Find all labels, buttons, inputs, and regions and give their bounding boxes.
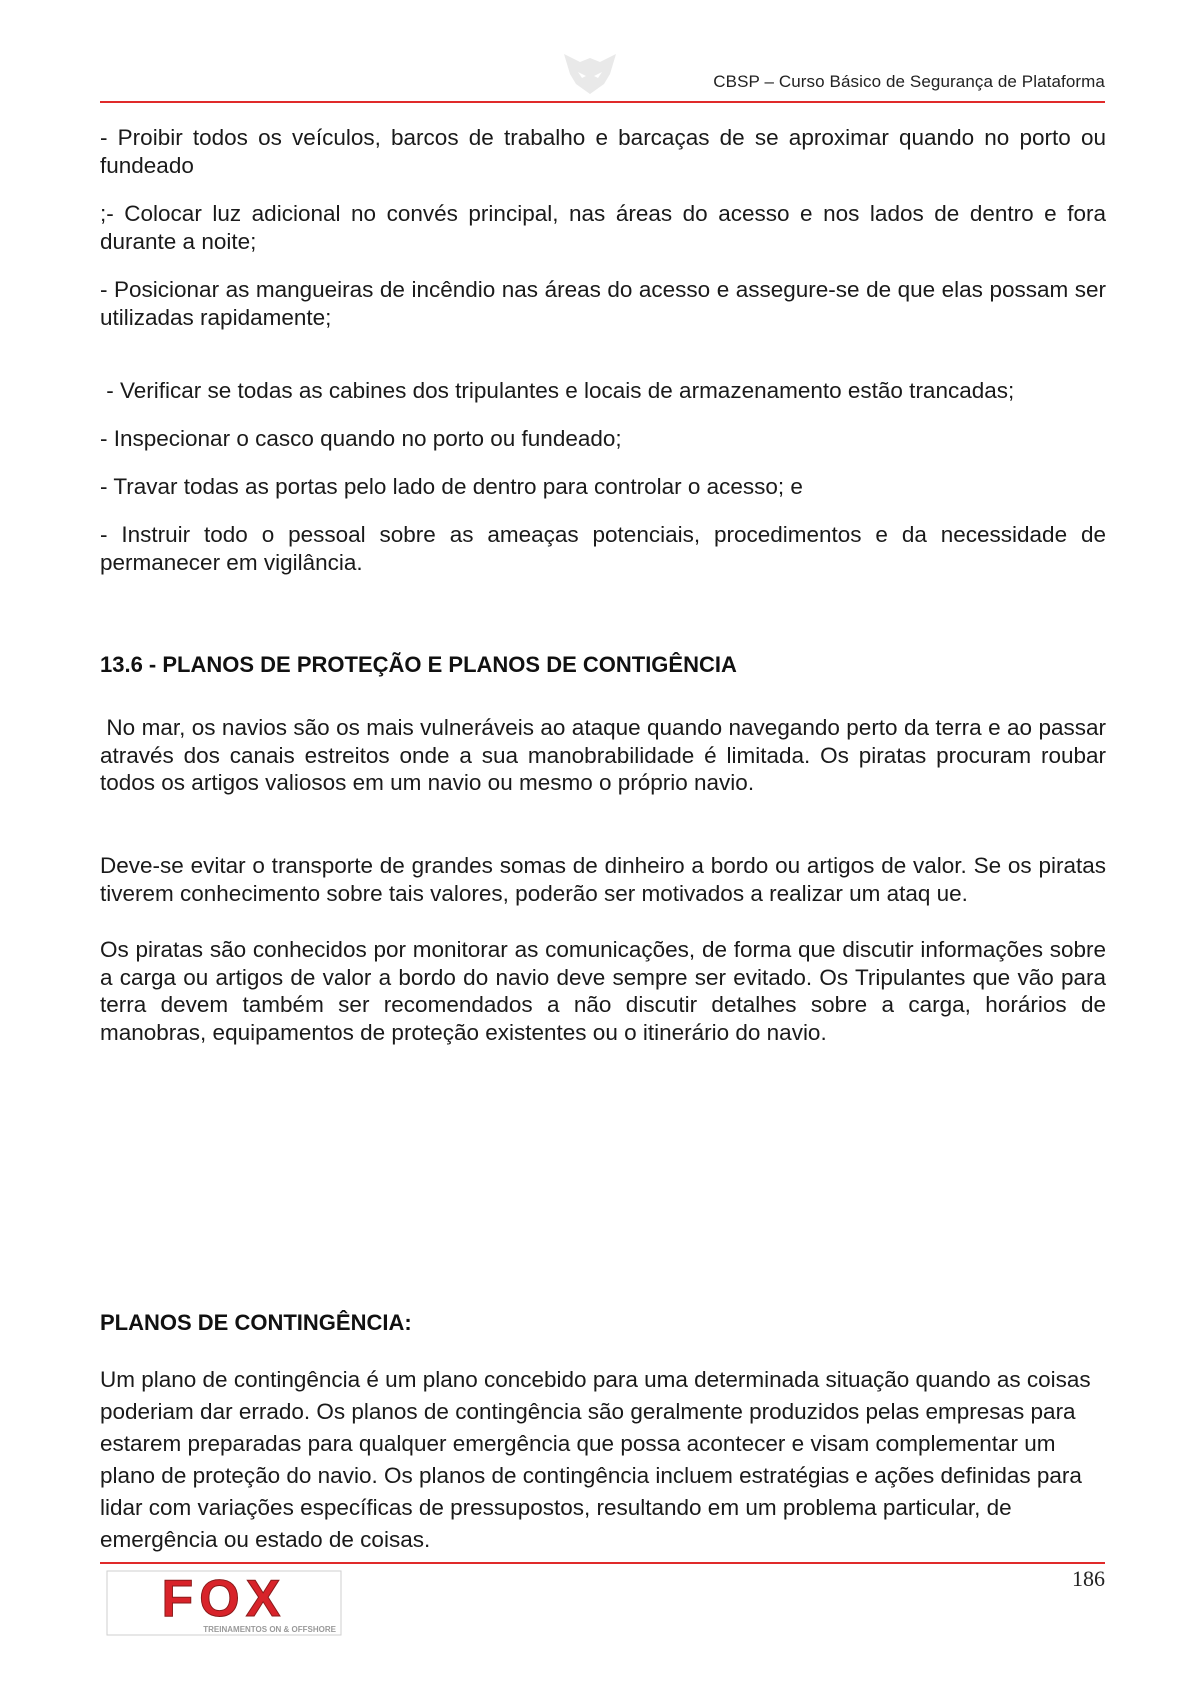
bullet-item: ;- Colocar luz adicional no convés principal, nas áreas do acesso e nos lados de dentro e fora durante a noite; [100,201,1106,254]
header-title: CBSP – Curso Básico de Segurança de Plataforma [713,72,1105,91]
bullet-item: - Posicionar as mangueiras de incêndio nas áreas do acesso e assegure-se de que elas possam ser utilizadas rapidamente; [100,277,1106,330]
bullet-item: - Proibir todos os veículos, barcos de trabalho e barcaças de se aproximar quando no porto ou fundeado [100,125,1106,178]
section-paragraph: Deve-se evitar o transporte de grandes somas de dinheiro a bordo ou artigos de valor. Se os piratas tiverem conhecimento sobre tais valores, poderão ser motivados a realizar um ataq ue. [100,853,1106,906]
bullet-item: - Inspecionar o casco quando no porto ou fundeado; [100,426,622,451]
section-paragraph: No mar, os navios são os mais vulneráveis ao ataque quando navegando perto da terra e ao passar através dos canais estreitos onde a sua manobrabilidade é limitada. Os piratas procuram roubar todos os artigos valiosos em um navio ou mesmo o próprio navio. [100,715,1113,795]
section-paragraph: Os piratas são conhecidos por monitorar as comunicações, de forma que discutir informações sobre a carga ou artigos de valor a bordo do navio deve sempre ser evitado. Os Tripulantes que vão para terra devem também ser recomendados a não discutir detalhes sobre a carga, horários de manobras, equipamentos de proteção existentes ou o itinerário do navio. [100,937,1106,1045]
logo-wordmark: FOX [161,1570,287,1628]
fox-head-icon [560,48,620,98]
page-number: 186 [1072,1566,1105,1591]
footer-divider [100,1562,1105,1564]
contingency-heading: PLANOS DE CONTINGÊNCIA: [100,1310,412,1335]
fox-logo [106,1570,342,1636]
header-divider [100,101,1105,103]
logo-tagline: TREINAMENTOS ON & OFFSHORE [203,1625,336,1634]
bullet-item: - Verificar se todas as cabines dos tripulantes e locais de armazenamento estão trancadas; [100,378,1015,403]
contingency-paragraph: Um plano de contingência é um plano concebido para uma determinada situação quando as coisas poderiam dar errado. Os planos de contingência são geralmente produzidos pelas empresas para estarem preparadas para qualquer emergência que possa acontecer e visam complementar um plano de proteção do navio. Os planos de contingência incluem estratégias e ações definidas para lidar com variações específicas de pressupostos, resultando em um problema particular, de emergência ou estado de coisas. [100,1367,1091,1552]
bullet-item: - Instruir todo o pessoal sobre as ameaças potenciais, procedimentos e da necessidade de permanecer em vigilância. [100,522,1106,575]
bullet-item: - Travar todas as portas pelo lado de dentro para controlar o acesso; e [100,474,803,499]
section-heading: 13.6 - PLANOS DE PROTEÇÃO E PLANOS DE CONTIGÊNCIA [100,652,737,677]
